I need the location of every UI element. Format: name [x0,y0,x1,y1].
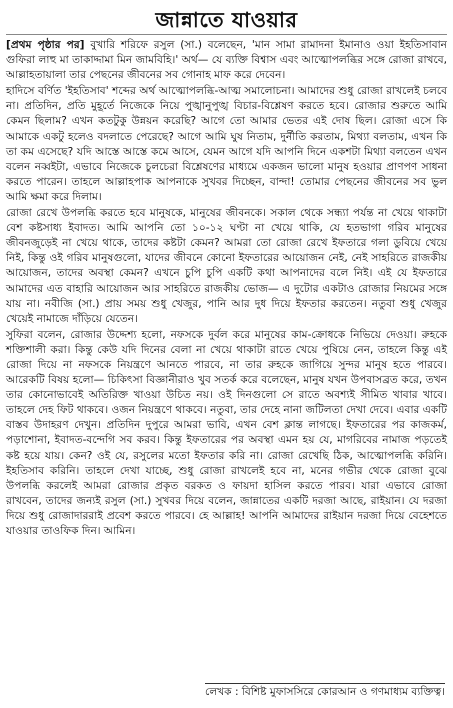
paragraph-text: বুখারি শরিফে রসুল (সা.) বলেছেন, 'মান সামা রামাদনা ইমানাও ওয়া ইহতিসাবান গুফিরা লাহু মা তাকাদ্দামা মিন জামবিহি।' অর্থ— যে ব্যক্তি বিশ্বাস এবং আত্মোপলব্ধির সঙ্গে রোজা রাখবে, আল্লাহতায়ালা তার পেছনের জীবনের সব গোনাহ মাফ করে দেবেন। [6,39,447,82]
article-paragraph-4: সুফিরা বলেন, রোজার উদ্দেশ্য হলো, নফসকে দুর্বল করে মানুষের কাম-ক্রোধকে নিভিয়ে দেওয়া। রুহকে শক্তিশালী করা। কিন্তু কেউ যদি দিনের বেলা না খেয়ে থাকাটা রাতে খেয়ে পুষিয়ে নেন, তাহলে কিন্তু এই রোজা দিয়ে না নফসকে নিয়ন্ত্রণে আনতে পারবে, না তার রুহকে জাগিয়ে সুন্দর মানুষ হতে পারবে। আরেকটি বিষয় হলো— চিকিৎসা বিজ্ঞানীরাও খুব সতর্ক করে বলেছেন, মানুষ যখন উপবাসব্রত করে, তখন তার কোনোভাবেই অতিরিক্ত খাওয়া উচিত নয়। ওই দিনগুলো সে রাতে অবশ্যই সীমিত খাবার খাবে। তাহলে দেহ ফিট থাকবে। ওজন নিয়ন্ত্রণে থাকবে। নতুবা, তার দেহে নানা জটিলতা দেখা দেবে। এবার একটি বাস্তব উদাহরণ দেখুন। প্রতিদিন দুপুরে আমরা ভাবি, এখন বেশ ক্লান্ত লাগছে। ইফতারের পর কাজকর্ম, পড়াশোনা, ইবাদত-বন্দেগি সব করব। কিন্তু ইফতারের পর অবস্থা এমন হয় যে, মাগরিবের নামাজ পড়তেই কষ্ট হয়ে যায়। কেন? ওই যে, রসুলের মতো ইফতার করি না। রোজা রেখেছি ঠিক, আত্মোপলব্ধি করিনি। ইহতিসাব করিনি। তাহলে দেখা যাচ্ছে, শুধু রোজা রাখলেই হবে না, মনের গভীর থেকে রোজা বুঝে উপলব্ধি করলেই আমরা রোজার প্রকৃত বরকত ও ফায়দা হাসিল করতে পারব। যারা এভাবে রোজা রাখবেন, তাদের জন্যই রসুল (সা.) সুখবর দিয়ে বলেন, জান্নাতের একটি দরজা আছে, রাইয়ান। যে দরজা দিয়ে শুধু রোজাদাররাই প্রবেশ করতে পারবে। হে আল্লাহ! আপনি আমাদের রাইয়ান দরজা দিয়ে বেহেশতে যাওয়ার তাওফিক দিন। আমিন। [6,328,447,537]
article-title: জান্নাতে যাওয়ার [155,8,298,32]
author-byline: লেখক : বিশিষ্ট মুফাসসিরে কোরআন ও গণমাধ্যম ব্যক্তিত্ব। [205,683,445,702]
continuation-tag: [প্রথম পৃষ্ঠার পর] [6,39,85,51]
article-paragraph-2: হাদিসে বর্ণিত 'ইহতিসাব' শব্দের অর্থ আত্মোপলব্ধি-আত্ম সমালোচনা। আমাদের শুধু রোজা রাখলেই চলবে না। প্রতিদিন, প্রতি মুহূর্তে নিজেকে নিয়ে পুঙ্খানুপুঙ্খ বিচার-বিশ্লেষণ করতে হবে। রোজার শুরুতে আমি কেমন ছিলাম? এখন কতটুকু উন্নয়ন করেছি? আগে তো আমার ভেতর এই দোষ ছিল। রোজা এসে কি আমাকে একটু হলেও বদলাতে পেরেছে? আগে আমি ঘুষ নিতাম, দুর্নীতি করতাম, মিথ্যা বলতাম, এখন কি তা কম এসেছে? যদি আস্তে আস্তে কমে আসে, যেমন আগে যদি আপনি দিনে একশটা মিথ্যা বলতেন এখন বলেন নব্বইটা, এভাবে নিজেকে চুলচেরা বিশ্লেষণের মাধ্যমে একজন ভালো মানুষ হওয়ার প্রাণপণ সাধনা করতে পারেন। তাহলে আল্লাহপাক আপনাকে সুখবর দিচ্ছেন, বান্দা! তোমার পেছনের জীবনের সব ভুল আমি ক্ষমা করে দিলাম। [6,85,447,203]
article-paragraph-1 [6,38,447,83]
title-divider [6,34,447,35]
article-paragraph-3: রোজা রেখে উপলব্ধি করতে হবে মানুষকে, মানুষের জীবনকে। সকাল থেকে সন্ধ্যা পর্যন্ত না খেয়ে থাকাটা বেশ কষ্টসাধ্য ইবাদত। আমি আপনি তো ১০-১২ ঘণ্টা না খেয়ে থাকি, যে হতভাগা গরিব মানুষের জীবনজুড়েই না খেয়ে থাকে, তাদের কষ্টটা কেমন? আমরা তো রোজা রেখে ইফতারে গলা ডুবিয়ে খেয়ে নিই, কিন্তু ওই গরিব মানুষগুলো, যাদের জীবনে কোনো ইফতারের আয়োজন নেই, নেই সাহরিতে রাজকীয় আয়োজন, তাদের অবস্থা কেমন? এখনে চুপি চুপি একটি কথা আপনাদের বলে নিই। এই যে ইফতারে আমাদের এত বাহারি আয়োজন আর সাহরিতে রাজকীয় ভোজ— এ দুটোর একটাও রোজার নিয়মের সঙ্গে যায় না। নবীজি (সা.) প্রায় সময় শুধু খেজুর, পানি আর দুধ দিয়ে ইফতার করতেন। নতুবা শুধু খেজুর খেয়েই নামাজে দাঁড়িয়ে যেতেন। [6,207,447,325]
